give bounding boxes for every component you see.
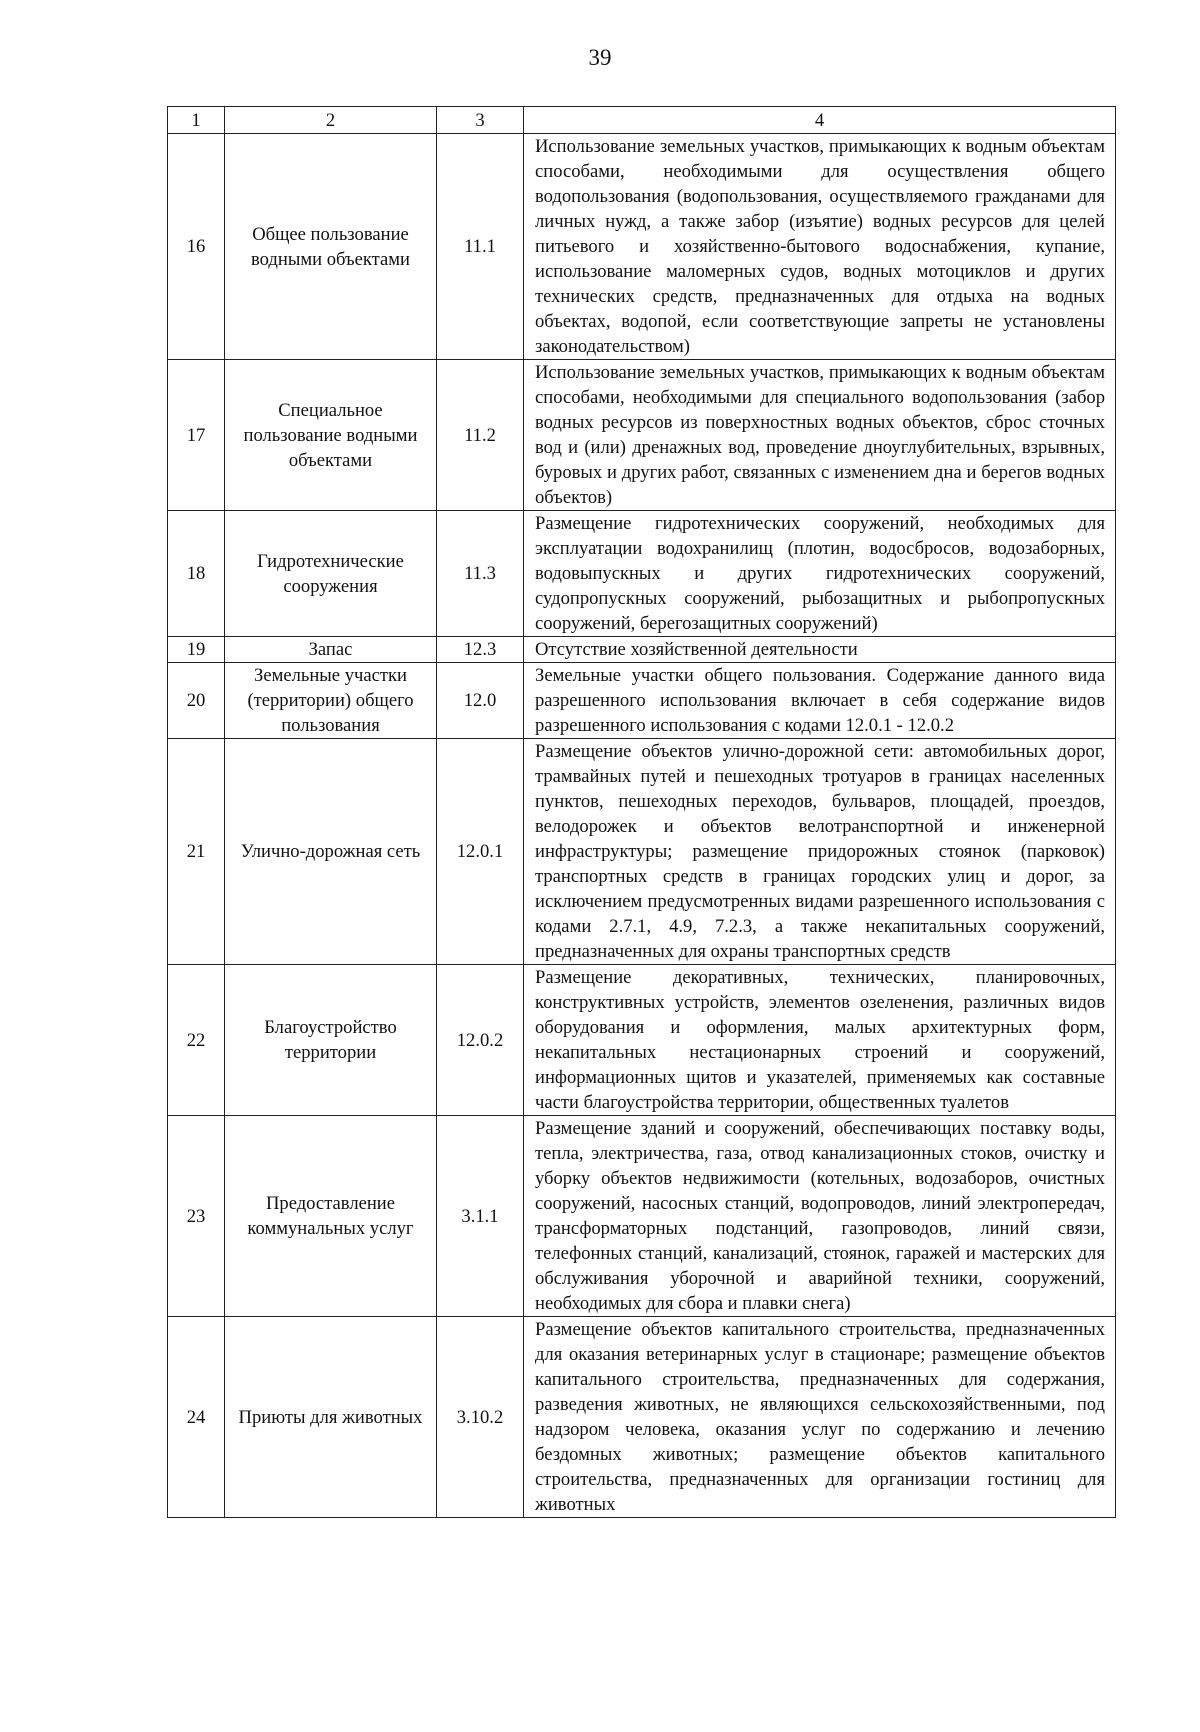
use-type-name: Благоустройство территории <box>225 965 437 1116</box>
use-type-name: Гидротехнические сооружения <box>225 511 437 637</box>
use-type-name: Земельные участки (территории) общего пользования <box>225 663 437 739</box>
table-row <box>168 965 1116 1116</box>
use-type-code: 12.3 <box>437 637 524 663</box>
table-row <box>168 739 1116 965</box>
use-type-description: Использование земельных участков, примыкающих к водным объектам способами, необходимыми для специального водопользования (забор водных ресурсов из поверхностных водных объектов, сброс сточных вод и (или) дренажных вод, проведение дноуглубительных, взрывных, буровых и других работ, связанных с изменением дна и берегов водных объектов) <box>524 360 1116 511</box>
header-col-2: 2 <box>225 107 437 134</box>
use-type-name: Улично-дорожная сеть <box>225 739 437 965</box>
row-number: 20 <box>168 663 225 739</box>
table-row <box>168 1317 1116 1518</box>
use-type-code: 3.1.1 <box>437 1116 524 1317</box>
use-type-code: 11.2 <box>437 360 524 511</box>
table-row <box>168 1116 1116 1317</box>
land-use-table <box>167 106 1116 1518</box>
use-type-name: Специальное пользование водными объектами <box>225 360 437 511</box>
use-type-description: Использование земельных участков, примыкающих к водным объектам способами, необходимыми для осуществления общего водопользования (водопользования, осуществляемого гражданами для личных нужд, а также забор (изъятие) водных ресурсов для целей питьевого и хозяйственно-бытового водоснабжения, купание, использование маломерных судов, водных мотоциклов и других технических средств, предназначенных для отдыха на водных объектах, водопой, если соответствующие запреты не установлены законодательством) <box>524 134 1116 360</box>
use-type-name: Приюты для животных <box>225 1317 437 1518</box>
table-row <box>168 663 1116 739</box>
row-number: 24 <box>168 1317 225 1518</box>
use-type-name: Запас <box>225 637 437 663</box>
row-number: 19 <box>168 637 225 663</box>
page-number: 39 <box>588 45 612 70</box>
header-col-3: 3 <box>437 107 524 134</box>
use-type-description: Размещение гидротехнических сооружений, необходимых для эксплуатации водохранилищ (плотин, водосбросов, водозаборных, водовыпускных и других гидротехнических сооружений, судопропускных сооружений, рыбозащитных и рыбопропускных сооружений, берегозащитных сооружений) <box>524 511 1116 637</box>
use-type-description: Размещение декоративных, технических, планировочных, конструктивных устройств, элементов озеленения, различных видов оборудования и оформления, малых архитектурных форм, некапитальных нестационарных строений и сооружений, информационных щитов и указателей, применяемых как составные части благоустройства территории, общественных туалетов <box>524 965 1116 1116</box>
table-row <box>168 134 1116 360</box>
use-type-description: Отсутствие хозяйственной деятельности <box>524 637 1116 663</box>
use-type-code: 12.0 <box>437 663 524 739</box>
use-type-code: 12.0.2 <box>437 965 524 1116</box>
use-type-name: Общее пользование водными объектами <box>225 134 437 360</box>
use-type-description: Размещение объектов улично-дорожной сети: автомобильных дорог, трамвайных путей и пешеходных тротуаров в границах населенных пунктов, пешеходных переходов, бульваров, площадей, проездов, велодорожек и объектов велотранспортной и инженерной инфраструктуры; размещение придорожных стоянок (парковок) транспортных средств в границах городских улиц и дорог, за исключением предусмотренных видами разрешенного использования с кодами 2.7.1, 4.9, 7.2.3, а также некапитальных сооружений, предназначенных для охраны транспортных средств <box>524 739 1116 965</box>
header-col-1: 1 <box>168 107 225 134</box>
use-type-code: 11.3 <box>437 511 524 637</box>
use-type-code: 12.0.1 <box>437 739 524 965</box>
row-number: 16 <box>168 134 225 360</box>
table-row <box>168 637 1116 663</box>
table-row <box>168 511 1116 637</box>
header-row <box>168 107 1116 134</box>
row-number: 18 <box>168 511 225 637</box>
use-type-code: 11.1 <box>437 134 524 360</box>
use-type-name: Предоставление коммунальных услуг <box>225 1116 437 1317</box>
row-number: 23 <box>168 1116 225 1317</box>
header-col-4: 4 <box>524 107 1116 134</box>
use-type-description: Размещение объектов капитального строительства, предназначенных для оказания ветеринарных услуг в стационаре; размещение объектов капитального строительства, предназначенных для содержания, разведения животных, не являющихся сельскохозяйственными, под надзором человека, оказания услуг по содержанию и лечению бездомных животных; размещение объектов капитального строительства, предназначенных для организации гостиниц для животных <box>524 1317 1116 1518</box>
table-row <box>168 360 1116 511</box>
use-type-description: Земельные участки общего пользования. Содержание данного вида разрешенного использования включает в себя содержание видов разрешенного использования с кодами 12.0.1 - 12.0.2 <box>524 663 1116 739</box>
row-number: 22 <box>168 965 225 1116</box>
row-number: 17 <box>168 360 225 511</box>
row-number: 21 <box>168 739 225 965</box>
use-type-code: 3.10.2 <box>437 1317 524 1518</box>
use-type-description: Размещение зданий и сооружений, обеспечивающих поставку воды, тепла, электричества, газа, отвод канализационных стоков, очистку и уборку объектов недвижимости (котельных, водозаборов, очистных сооружений, насосных станций, водопроводов, линий электропередач, трансформаторных подстанций, газопроводов, линий связи, телефонных станций, канализаций, стоянок, гаражей и мастерских для обслуживания уборочной и аварийной техники, сооружений, необходимых для сбора и плавки снега) <box>524 1116 1116 1317</box>
